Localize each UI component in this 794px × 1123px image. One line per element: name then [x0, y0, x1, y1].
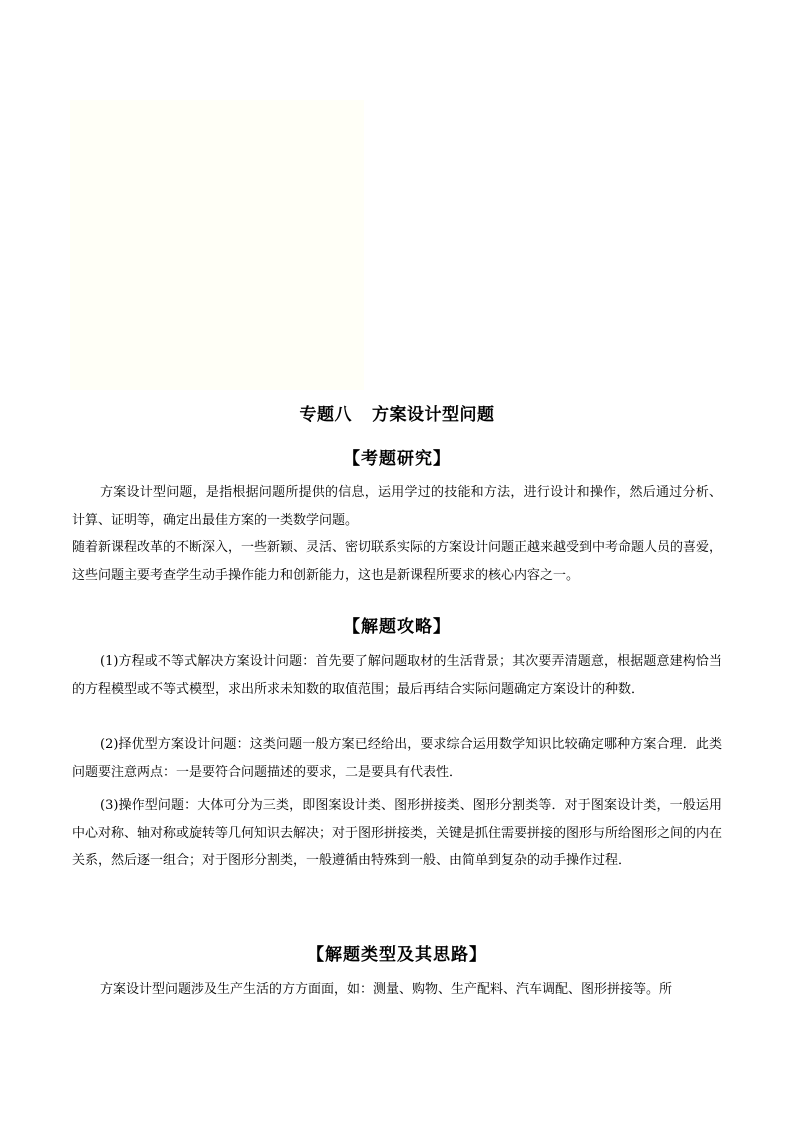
title-part1: 专题八 [299, 405, 352, 425]
page-title [0, 400, 794, 425]
strategy-item-3: (3)操作型问题：大体可分为三类，即图案设计类、图形拼接类、图形分割类等．对于图案设计类，一般运用中心对称、轴对称或旋转等几何知识去解决；对于图形拼接类，关键是抓住需要拼接的图形与所给图形之间的内在关系，然后逐一组合；对于图形分割类，一般遵循由特殊到一般、由简单到复杂的动手操作过程． [72, 798, 723, 868]
types-paragraph-1: 方案设计型问题涉及生产生活的方方面面，如：测量、购物、生产配料、汽车调配、图形拼接等。所 [100, 982, 673, 997]
blank-image-area [70, 100, 364, 390]
section-heading-research: 【考题研究】 [343, 449, 451, 469]
section-heading-strategy: 【解题攻略】 [343, 617, 451, 637]
research-paragraph-2: 随着新课程改革的不断深入，一些新颖、灵活、密切联系实际的方案设计问题正越来越受到中考命题人员的喜爱，这些问题主要考查学生动手操作能力和创新能力，这也是新课程所要求的核心内容之一。 [72, 540, 723, 583]
section-heading-types: 【解题类型及其思路】 [307, 945, 487, 965]
strategy-item-1: (1)方程或不等式解决方案设计问题：首先要了解问题取材的生活背景；其次要弄清题意，根据题意建构恰当的方程模型或不等式模型，求出所求未知数的取值范围；最后再结合实际问题确定方案设计的种数． [72, 654, 722, 697]
strategy-item-2: (2)择优型方案设计问题：这类问题一般方案已经给出，要求综合运用数学知识比较确定哪种方案合理．此类问题要注意两点：一是要符合问题描述的要求，二是要具有代表性． [72, 737, 722, 780]
title-part2: 方案设计型问题 [372, 405, 495, 425]
research-paragraph-1: 方案设计型问题，是指根据问题所提供的信息，运用学过的技能和方法，进行设计和操作，然后通过分析、计算、证明等，确定出最佳方案的一类数学问题。 [72, 485, 722, 528]
